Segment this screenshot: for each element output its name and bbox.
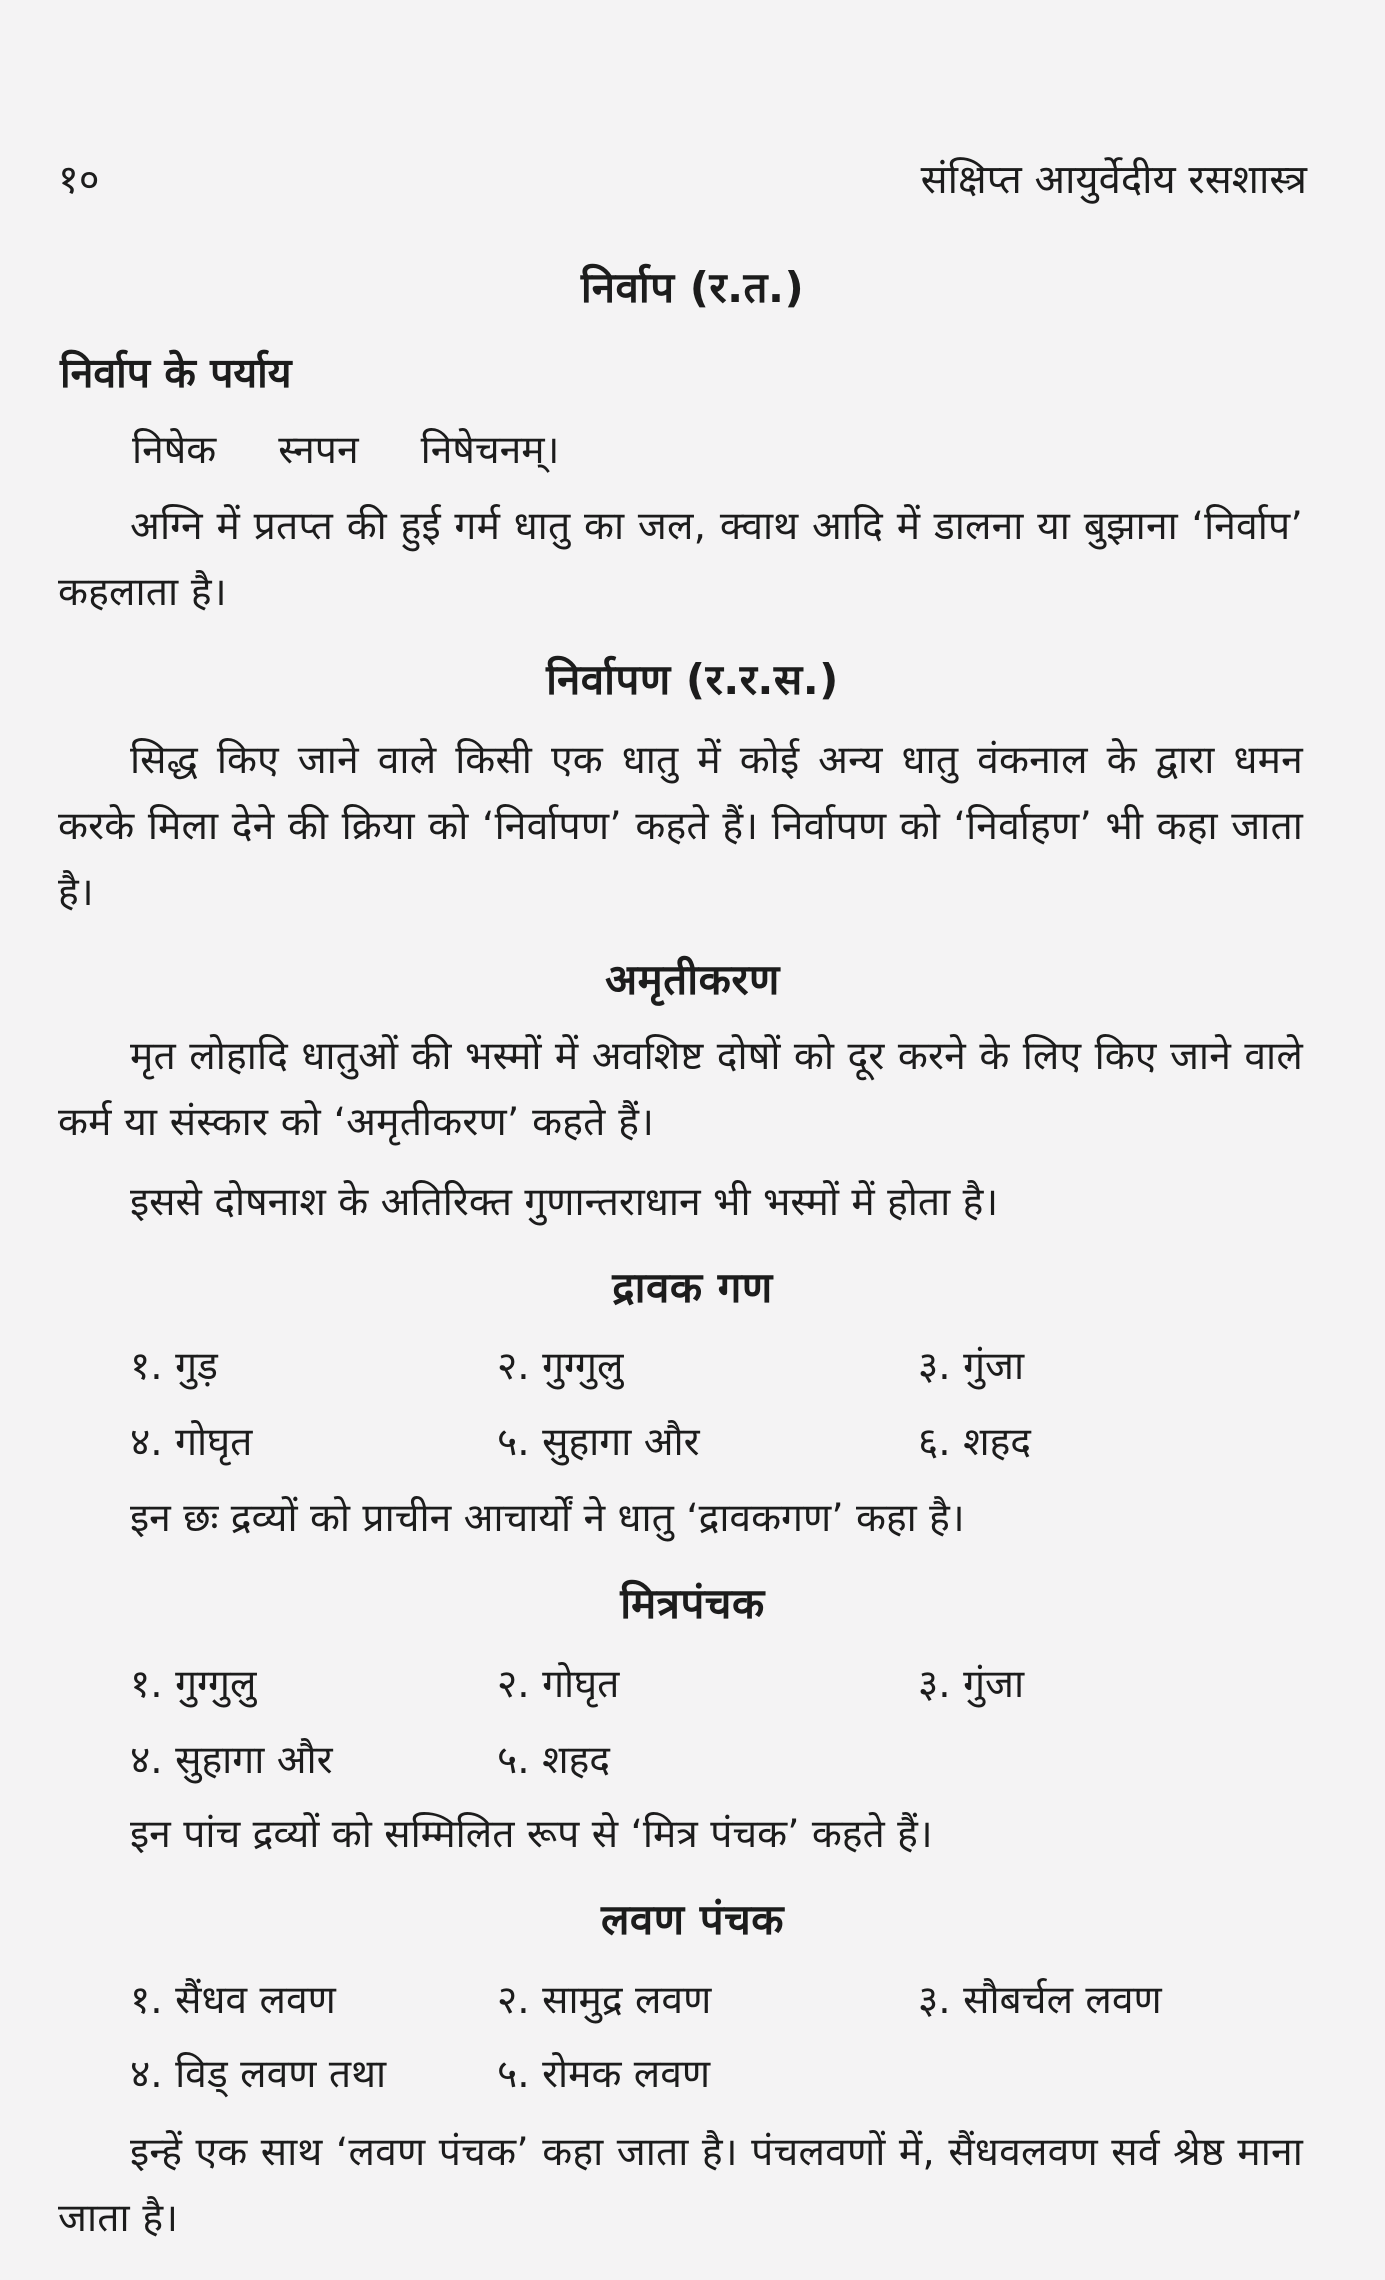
list-row bbox=[0, 1972, 1385, 2038]
paragraph-lavan-panchak-note: इन्हें एक साथ ‘लवण पंचक’ कहा जाता है। पंचलवणों में, सैंधवलवण सर्व श्रेष्ठ माना जाता है। bbox=[58, 2130, 1303, 2241]
paragraph-dravak-gan-note: इन छः द्रव्यों को प्राचीन आचार्यों ने धातु ‘द्रावकगण’ कहा है। bbox=[130, 1496, 965, 1541]
list-item: २. सामुद्र लवण bbox=[497, 1978, 712, 2023]
page-header bbox=[58, 150, 1307, 210]
list-item: ४. गोघृत bbox=[130, 1420, 253, 1465]
list-item: ४. विड् लवण तथा bbox=[130, 2052, 387, 2097]
heading-dravak-gan: द्रावक गण bbox=[612, 1263, 773, 1312]
list-row bbox=[0, 1414, 1385, 1480]
paragraph-nirvapan-definition: सिद्ध किए जाने वाले किसी एक धातु में कोई अन्य धातु वंकनाल के द्वारा धमन करके मिला देने की क्रिया को ‘निर्वापण’ कहते हैं। निर्वापण को ‘निर्वाहण’ भी कहा जाता है। bbox=[58, 738, 1303, 915]
paragraph-amritikaran-note: इससे दोषनाश के अतिरिक्त गुणान्तराधान भी भस्मों में होता है। bbox=[130, 1180, 999, 1225]
paragraph-nirvap-definition: अग्नि में प्रतप्त की हुई गर्म धातु का जल, क्वाथ आदि में डालना या बुझाना ‘निर्वाप’ कहलाता है। bbox=[58, 504, 1303, 615]
list-item: २. गुग्गुलु bbox=[497, 1344, 624, 1389]
list-item: १. गुग्गुलु bbox=[130, 1662, 257, 1707]
synonyms-list bbox=[132, 422, 621, 475]
paragraph-amritikaran-definition: मृत लोहादि धातुओं की भस्मों में अवशिष्ट दोषों को दूर करने के लिए किए जाने वाले कर्म या संस्कार को ‘अमृतीकरण’ कहते हैं। bbox=[58, 1034, 1303, 1145]
heading-nirvapan: निर्वापण (र.र.स.) bbox=[546, 655, 839, 704]
heading-nirvap: निर्वाप (र.त.) bbox=[580, 263, 805, 312]
running-title: संक्षिप्त आयुर्वेदीय रसशास्त्र bbox=[920, 157, 1307, 203]
synonym-item: निषेचनम्। bbox=[420, 428, 560, 473]
list-item: ३. सौबर्चल लवण bbox=[918, 1978, 1162, 2023]
list-item: २. गोघृत bbox=[497, 1662, 620, 1707]
list-row bbox=[0, 1656, 1385, 1722]
list-row bbox=[0, 1732, 1385, 1798]
list-row bbox=[0, 1338, 1385, 1404]
list-row bbox=[0, 2046, 1385, 2112]
list-item: १. सैंधव लवण bbox=[130, 1978, 336, 2023]
list-item: ६. शहद bbox=[918, 1420, 1032, 1465]
list-item: ४. सुहागा और bbox=[130, 1738, 333, 1783]
page-number: १० bbox=[58, 157, 100, 203]
synonym-item: निषेक bbox=[132, 428, 217, 473]
list-item: १. गुड़ bbox=[130, 1344, 218, 1389]
paragraph-mitra-panchak-note: इन पांच द्रव्यों को सम्मिलित रूप से ‘मित्र पंचक’ कहते हैं। bbox=[130, 1812, 933, 1857]
list-item: ५. शहद bbox=[497, 1738, 611, 1783]
list-item: ५. रोमक लवण bbox=[497, 2052, 711, 2097]
heading-amritikaran: अमृतीकरण bbox=[605, 955, 780, 1004]
subheading-nirvap-synonyms: निर्वाप के पर्याय bbox=[60, 349, 292, 397]
list-item: ३. गुंजा bbox=[918, 1344, 1025, 1389]
list-item: ५. सुहागा और bbox=[497, 1420, 700, 1465]
list-item: ३. गुंजा bbox=[918, 1662, 1025, 1707]
heading-mitra-panchak: मित्रपंचक bbox=[620, 1579, 765, 1628]
heading-lavan-panchak: लवण पंचक bbox=[600, 1895, 785, 1944]
synonym-item: स्नपन bbox=[278, 428, 359, 473]
